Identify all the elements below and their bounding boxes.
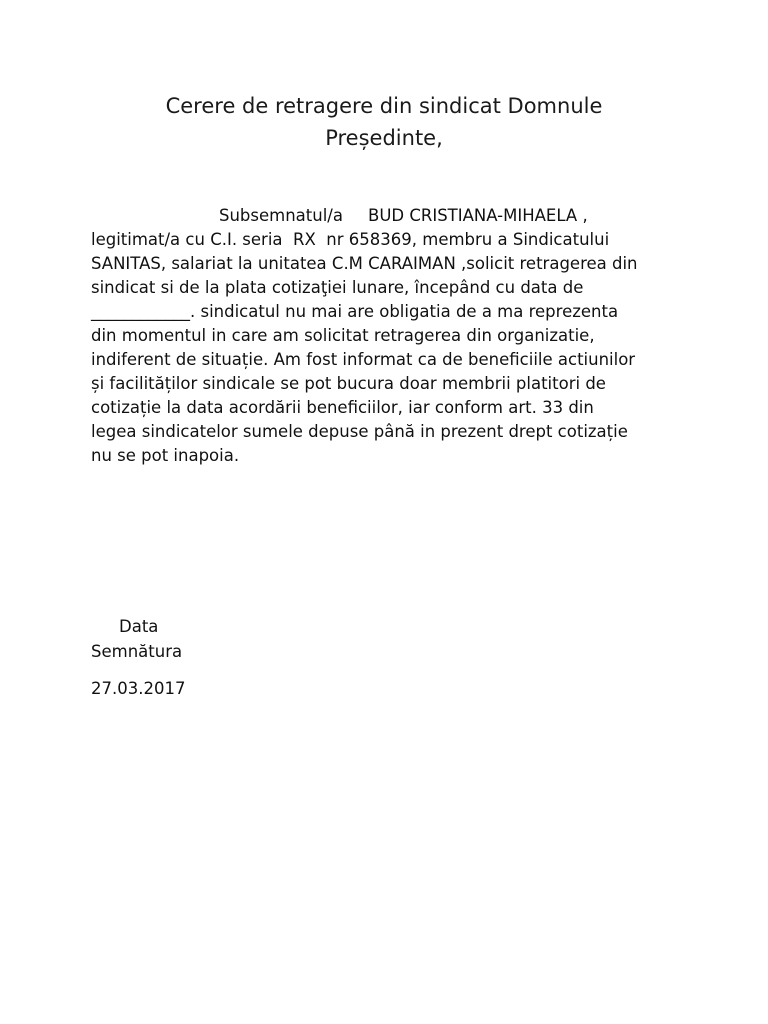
body-line: și facilităților sindicale se pot bucura doar membrii platitori de <box>91 374 606 393</box>
body-line: cotizație la data acordării beneficiilor, iar conform art. 33 din <box>91 398 594 417</box>
date-value: 27.03.2017 <box>91 679 186 698</box>
body-line: nu se pot inapoia. <box>91 446 240 465</box>
body-line: din momentul in care am solicitat retragerea din organizatie, <box>91 326 595 345</box>
body-line: sindicat si de la plata cotizaţiei lunare, începând cu data de <box>91 278 584 297</box>
signature-label: Semnătura <box>91 642 183 661</box>
body-line: legea sindicatelor sumele depuse până in prezent drept cotizație <box>91 422 628 441</box>
subsemnatul-label: Subsemnatul/a <box>219 206 343 225</box>
document-title-line-1: Cerere de retragere din sindicat Domnule <box>165 94 603 118</box>
applicant-name: BUD CRISTIANA-MIHAELA , <box>368 206 588 225</box>
document-title-line-2: Președinte, <box>325 126 443 150</box>
body-line: ____________. sindicatul nu mai are obligatia de a ma reprezenta <box>91 302 619 321</box>
body-line: indiferent de situație. Am fost informat ca de beneficiile actiunilor <box>91 350 636 369</box>
body-line: legitimat/a cu C.I. seria RX nr 658369, membru a Sindicatului <box>91 230 610 249</box>
body-line: SANITAS, salariat la unitatea C.M CARAIMAN ,solicit retragerea din <box>91 254 638 273</box>
date-label: Data <box>119 617 159 636</box>
